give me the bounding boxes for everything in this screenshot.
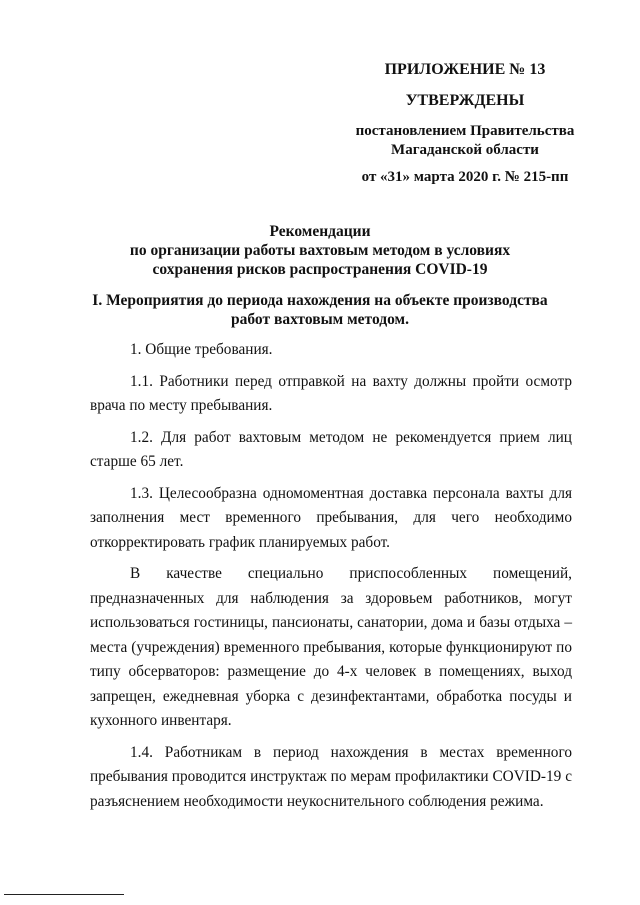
paragraph-1-3: 1.3. Целесообразна одномоментная доставка персонала вахты для заполнения мест временного пребывания, для чего необходимо откорректировать график планируемых работ. bbox=[90, 484, 572, 551]
section-heading bbox=[60, 291, 580, 329]
approved-label: УТВЕРЖДЕНЫ bbox=[405, 92, 525, 109]
resolution-text bbox=[330, 122, 600, 160]
approval-block bbox=[330, 60, 600, 187]
paragraph-1-1: 1.1. Работники перед отправкой на вахту должны пройти осмотр врача по месту пребывания. bbox=[90, 372, 572, 414]
section-heading-line-1: I. Мероприятия до периода нахождения на объекте производства bbox=[92, 292, 548, 309]
paragraph-general-requirements: 1. Общие требования. bbox=[130, 341, 273, 358]
resolution-line-1: постановлением Правительства bbox=[355, 123, 575, 139]
paragraph-1-2: 1.2. Для работ вахтовым методом не рекомендуется прием лиц старше 65 лет. bbox=[90, 428, 572, 470]
paragraph-1-4: 1.4. Работникам в период нахождения в местах временного пребывания проводится инструктаж по мерам профилактики COVID-19 с разъяснением необходимости неукоснительного соблюдения режима. bbox=[90, 743, 572, 810]
resolution-line-2: Магаданской области bbox=[391, 142, 539, 158]
paragraph-premises: В качестве специально приспособленных помещений, предназначенных для наблюдения за здоровьем работников, могут использоваться гостиницы, пансионаты, санатории, дома и базы отдыха – места (учреждения) временного пребывания, которые функционируют по типу обсерваторов: размещение до 4-х человек в помещениях, выход запрещен, ежедневная уборка с дезинфектантами, обработка посуды и кухонного инвентаря. bbox=[90, 565, 572, 729]
title-line-1: Рекомендации bbox=[269, 223, 371, 240]
appendix-number: ПРИЛОЖЕНИЕ № 13 bbox=[384, 61, 546, 78]
title-line-2: по организации работы вахтовым методом в условиях bbox=[129, 242, 511, 259]
resolution-date: от «31» марта 2020 г. № 215-пп bbox=[361, 169, 569, 185]
footnote-divider bbox=[4, 894, 124, 895]
document-title bbox=[60, 222, 580, 279]
section-heading-line-2: работ вахтовым методом. bbox=[231, 311, 409, 328]
document-body bbox=[90, 338, 572, 821]
title-line-3: сохранения рисков распространения COVID-19 bbox=[152, 261, 488, 278]
